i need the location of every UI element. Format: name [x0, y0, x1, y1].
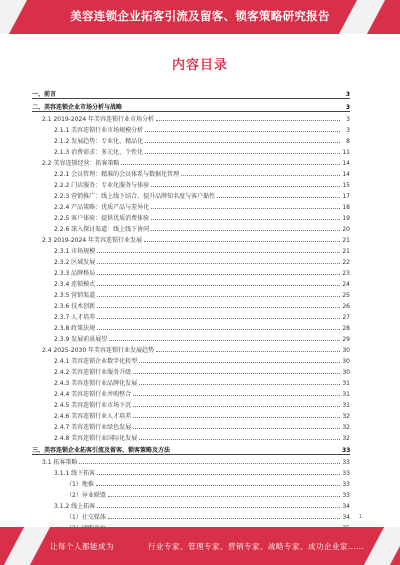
toc-leader-dots — [145, 142, 340, 143]
toc-leader-dots — [97, 474, 340, 475]
toc-leader-dots — [156, 351, 340, 352]
toc-entry[interactable] — [32, 343, 350, 354]
header-banner — [0, 0, 400, 34]
toc-entry-label: 2.4.6 美容连锁行业人才培养 — [54, 413, 132, 420]
toc-leader-dots — [133, 373, 340, 374]
toc-entry-page: 25 — [342, 292, 350, 299]
toc-entry-page: 11 — [342, 149, 350, 156]
toc-entry[interactable] — [32, 387, 350, 398]
toc-leader-dots — [217, 197, 340, 198]
report-title: 美容连锁企业拓客引流及留客、锁客策略研究报告 — [70, 9, 330, 23]
toc-entry-label: 2.2.5 客户体验：提供优质消费体验 — [54, 215, 150, 222]
toc-entry[interactable] — [32, 466, 350, 477]
page-number: 1 — [358, 514, 362, 520]
toc-entry-label: 2.3.3 品牌格局 — [54, 270, 96, 277]
toc-entry-label: 2.3.7 人才培养 — [54, 314, 96, 321]
toc-entry-label: 2.3.1 市场规模 — [54, 248, 96, 255]
toc-entry-page: 22 — [342, 259, 350, 266]
footer-stripe-right — [364, 527, 400, 565]
toc-leader-dots — [133, 395, 340, 396]
toc-entry[interactable] — [32, 376, 350, 387]
toc-leader-dots — [97, 285, 340, 286]
toc-entry-page: 31 — [342, 391, 350, 398]
toc-entry-label: 2.3.2 区域发展 — [54, 259, 96, 266]
footer-slogan-right: 行业专家、管理专家、营销专家、战略专家、成功企业家…… — [148, 542, 364, 551]
toc-leader-dots — [97, 329, 340, 330]
toc-leader-dots — [108, 496, 340, 497]
toc-entry[interactable] — [32, 431, 350, 442]
toc-entry[interactable] — [32, 244, 350, 255]
toc-entry[interactable] — [32, 332, 350, 343]
toc-entry-label: 2.3.9 发展前景展望 — [54, 336, 108, 343]
toc-entry[interactable] — [32, 409, 350, 420]
toc-leader-dots — [97, 296, 340, 297]
toc-leader-dots — [151, 219, 340, 220]
toc-entry-page: 31 — [342, 380, 350, 387]
toc-entry-label: 二、美容连锁企业市场分析与战略 — [32, 104, 123, 111]
toc-leader-dots — [97, 307, 340, 308]
toc-leader-dots — [133, 417, 340, 418]
toc-entry-label: （2）异业联盟 — [66, 492, 106, 499]
table-of-contents — [32, 86, 350, 532]
toc-entry-label: 三、美容连锁企业拓客引流及留客、锁客策略及方法 — [32, 447, 171, 454]
toc-entry-page: 18 — [342, 204, 350, 211]
toc-entry-page: 24 — [342, 281, 350, 288]
toc-leader-dots — [144, 241, 340, 242]
toc-entry-label: 2.3.4 连锁模式 — [54, 281, 96, 288]
toc-entry[interactable] — [32, 420, 350, 431]
toc-entry-label: （1）社交媒体 — [66, 514, 106, 521]
toc-entry[interactable] — [32, 321, 350, 332]
toc-entry[interactable] — [32, 277, 350, 288]
toc-entry[interactable] — [32, 134, 350, 145]
toc-entry-page: 27 — [342, 314, 350, 321]
toc-leader-dots — [139, 362, 340, 363]
toc-entry-label: 2.1.3 消费需求：多元化、个性化 — [54, 149, 144, 156]
toc-entry-label: （1）地推 — [66, 481, 94, 488]
toc-entry[interactable] — [32, 510, 350, 521]
toc-entry[interactable] — [32, 455, 350, 466]
toc-entry-page: 33 — [342, 492, 350, 499]
toc-leader-dots — [97, 252, 340, 253]
toc-entry-label: 2.3.6 技术创新 — [54, 303, 96, 310]
toc-entry[interactable] — [32, 477, 350, 488]
toc-entry-page: 30 — [342, 347, 350, 354]
toc-leader-dots — [139, 439, 340, 440]
toc-entry-label: 一、前言 — [32, 91, 57, 98]
toc-entry-page: 21 — [342, 237, 350, 244]
toc-leader-dots — [97, 263, 340, 264]
toc-entry-label: 2.2.1 会员管理：精准的会员体系与数据化管理 — [54, 171, 180, 178]
toc-leader-dots — [145, 153, 340, 154]
toc-entry[interactable] — [32, 299, 350, 310]
toc-entry-label: 2.4.8 美容连锁行业国际化发展 — [54, 435, 138, 442]
toc-entry-page: 14 — [342, 171, 350, 178]
toc-entry[interactable] — [32, 200, 350, 211]
toc-entry-page: 33 — [342, 470, 350, 477]
toc-entry-page: 14 — [342, 160, 350, 167]
toc-entry-label: 2.2.2 门店服务：专业化服务与体验 — [54, 182, 150, 189]
toc-entry-label: 2.2.6 深入探讨渠道：线上线下协同 — [54, 226, 150, 233]
toc-entry[interactable] — [32, 112, 350, 123]
toc-entry-label: 2.1.1 美容连锁行业市场规模分析 — [54, 127, 144, 134]
toc-entry-label: 3.1 拓客策略 — [42, 459, 78, 466]
toc-entry[interactable] — [32, 255, 350, 266]
toc-entry[interactable] — [32, 488, 350, 499]
toc-leader-dots — [97, 274, 340, 275]
toc-entry-page: 17 — [342, 193, 350, 200]
toc-entry-page: 30 — [342, 358, 350, 365]
toc-leader-dots — [151, 230, 340, 231]
toc-entry[interactable] — [32, 100, 350, 112]
toc-entry[interactable] — [32, 443, 350, 455]
toc-leader-dots — [151, 186, 340, 187]
toc-entry-page: 33 — [342, 459, 350, 466]
toc-entry-label: 2.4.3 美容连锁行业品牌化发展 — [54, 380, 138, 387]
toc-entry-page: 20 — [342, 226, 350, 233]
toc-entry-label: 2.1 2019-2024 年美容连锁行业市场分析 — [42, 116, 155, 123]
toc-entry-page: 32 — [342, 413, 350, 420]
toc-entry-label: 3.1.1 线下拓客 — [54, 470, 96, 477]
toc-entry-label: 2.2 美容连锁经营：拓客策略 — [42, 160, 120, 167]
toc-entry-label: 2.4.5 美容连锁行业市场下沉 — [54, 402, 132, 409]
toc-leader-dots — [108, 518, 340, 519]
toc-entry-label: 2.2.3 营销推广：线上线下结合，提升品牌知名度与客户黏性 — [54, 193, 216, 200]
toc-entry[interactable] — [32, 233, 350, 244]
toc-leader-dots — [156, 120, 340, 121]
toc-entry[interactable] — [32, 87, 350, 99]
toc-entry-label: 2.4.1 美容连锁企业数字化转型 — [54, 358, 138, 365]
footer-banner — [0, 527, 400, 565]
toc-leader-dots — [181, 175, 340, 176]
toc-entry-label: 3.1.2 线上拓客 — [54, 503, 96, 510]
toc-entry[interactable] — [32, 266, 350, 277]
toc-entry-label: 2.2.4 产品策略：优质产品与差异化 — [54, 204, 150, 211]
footer-slogan-left: 让每个人都能成为 — [50, 542, 114, 551]
toc-entry-page: 32 — [342, 424, 350, 431]
toc-entry-page: 32 — [342, 435, 350, 442]
toc-entry-page: 26 — [342, 303, 350, 310]
toc-entry[interactable] — [32, 211, 350, 222]
toc-leader-dots — [145, 131, 340, 132]
toc-entry-page: 8 — [346, 138, 350, 145]
toc-entry-page: 21 — [342, 248, 350, 255]
toc-entry-page: 3 — [346, 116, 350, 123]
toc-leader-dots — [121, 164, 340, 165]
toc-leader-dots — [133, 406, 340, 407]
toc-entry-page: 33 — [342, 481, 350, 488]
toc-entry-page: 3 — [346, 127, 350, 134]
toc-entry-page: 29 — [342, 336, 350, 343]
toc-entry-label: 2.3 2019-2024 年美容连锁行业发展 — [42, 237, 143, 244]
toc-entry-page: 19 — [342, 215, 350, 222]
toc-entry-page: 33 — [342, 447, 351, 454]
toc-entry[interactable] — [32, 398, 350, 409]
toc-heading: 内容目录 — [171, 58, 228, 73]
toc-leader-dots — [97, 507, 340, 508]
toc-entry[interactable] — [32, 354, 350, 365]
toc-entry-label: 2.4.7 美容连锁行业绿色发展 — [54, 424, 132, 431]
toc-entry[interactable] — [32, 156, 350, 167]
toc-entry-page: 31 — [342, 402, 350, 409]
toc-entry-page: 34 — [342, 514, 350, 521]
toc-leader-dots — [151, 208, 340, 209]
toc-entry[interactable] — [32, 222, 350, 233]
toc-leader-dots — [96, 485, 340, 486]
toc-entry[interactable] — [32, 178, 350, 189]
toc-entry-page: 3 — [345, 91, 350, 98]
toc-leader-dots — [97, 318, 340, 319]
toc-entry[interactable] — [32, 310, 350, 321]
toc-entry-label: 2.1.2 发展趋势：专业化、精品化 — [54, 138, 144, 145]
toc-entry[interactable] — [32, 167, 350, 178]
toc-entry-page: 15 — [342, 182, 350, 189]
toc-leader-dots — [139, 384, 340, 385]
toc-entry[interactable] — [32, 288, 350, 299]
toc-entry[interactable] — [32, 123, 350, 134]
toc-entry-page: 28 — [342, 325, 350, 332]
toc-leader-dots — [79, 463, 340, 464]
toc-entry-page: 3 — [345, 104, 350, 111]
toc-leader-dots — [133, 428, 340, 429]
toc-entry[interactable] — [32, 365, 350, 376]
toc-entry-page: 34 — [342, 503, 350, 510]
toc-entry-label: 2.4.2 美容连锁行业服务升级 — [54, 369, 132, 376]
toc-entry[interactable] — [32, 189, 350, 200]
toc-entry-page: 30 — [342, 369, 350, 376]
footer-stripe-left — [4, 527, 50, 565]
toc-leader-dots — [109, 340, 340, 341]
toc-entry[interactable] — [32, 499, 350, 510]
toc-entry-label: 2.3.5 营销渠道 — [54, 292, 96, 299]
toc-entry-page: 23 — [342, 270, 350, 277]
toc-entry-label: 2.3.8 政策法规 — [54, 325, 96, 332]
toc-entry-label: 2.4 2025-2030 年美容连锁行业发展趋势 — [42, 347, 155, 354]
toc-entry-label: 2.4.4 美容连锁行业并购整合 — [54, 391, 132, 398]
toc-entry[interactable] — [32, 145, 350, 156]
